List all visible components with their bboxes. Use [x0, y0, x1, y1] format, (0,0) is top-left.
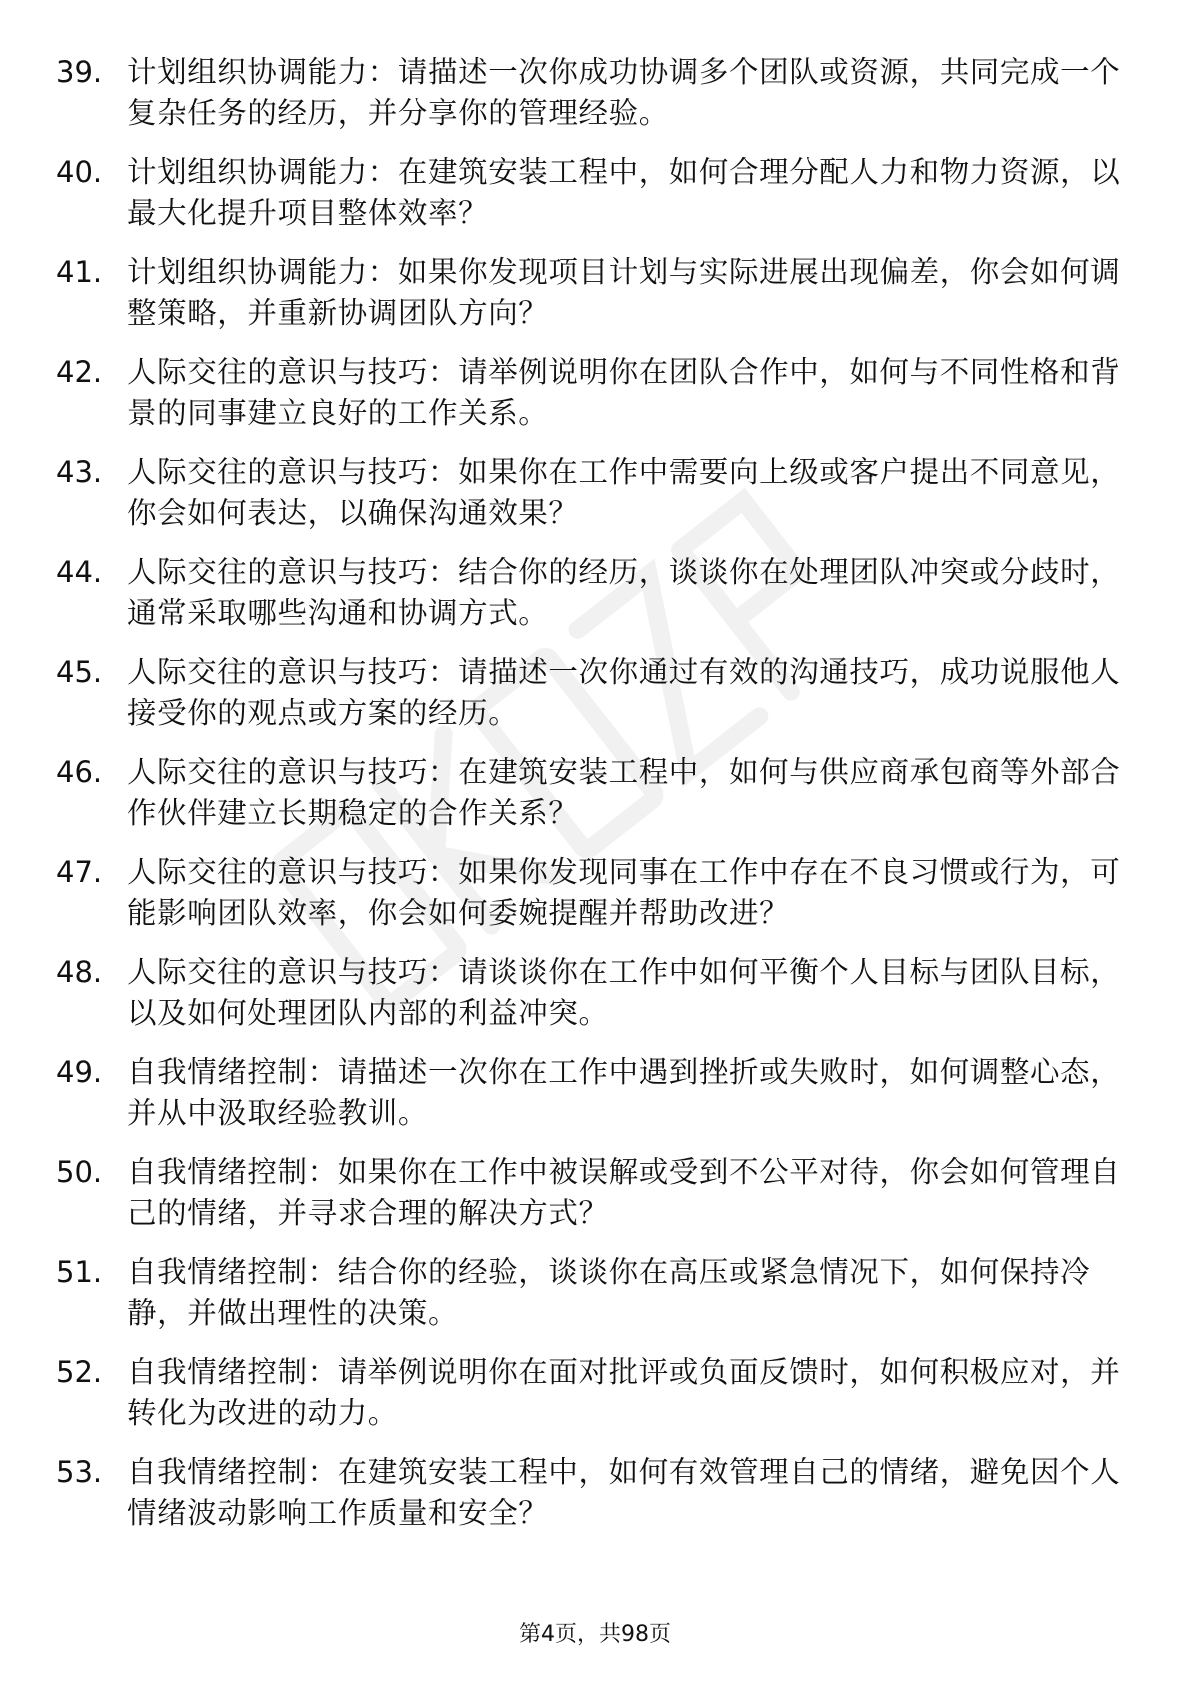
page-number-label: 第4页，共98页	[519, 1622, 671, 1647]
question-number: 43.	[56, 455, 103, 489]
question-item	[0, 752, 1190, 852]
page-footer	[0, 1620, 1190, 1650]
question-text: 自我情绪控制：如果你在工作中被误解或受到不公平对待，你会如何管理自己的情绪，并寻求合理的解决方式？	[127, 1155, 1121, 1230]
question-item	[0, 1052, 1190, 1152]
question-item	[0, 1252, 1190, 1352]
question-item	[0, 652, 1190, 752]
question-item	[0, 1352, 1190, 1452]
question-item	[0, 52, 1190, 152]
question-item	[0, 352, 1190, 452]
question-number: 49.	[56, 1055, 103, 1089]
question-number: 51.	[56, 1255, 103, 1289]
question-text: 计划组织协调能力：请描述一次你成功协调多个团队或资源，共同完成一个复杂任务的经历，并分享你的管理经验。	[127, 55, 1121, 130]
question-number: 41.	[56, 255, 103, 289]
question-number: 50.	[56, 1155, 103, 1189]
question-item	[0, 152, 1190, 252]
question-item	[0, 552, 1190, 652]
question-text: 人际交往的意识与技巧：请描述一次你通过有效的沟通技巧，成功说服他人接受你的观点或方案的经历。	[127, 655, 1121, 730]
question-text: 人际交往的意识与技巧：请举例说明你在团队合作中，如何与不同性格和背景的同事建立良好的工作关系。	[127, 355, 1121, 430]
question-item	[0, 1452, 1190, 1552]
question-number: 46.	[56, 755, 103, 789]
question-number: 42.	[56, 355, 103, 389]
question-number: 52.	[56, 1355, 103, 1389]
question-text: 自我情绪控制：在建筑安装工程中，如何有效管理自己的情绪，避免因个人情绪波动影响工作质量和安全？	[127, 1455, 1121, 1530]
question-number: 47.	[56, 855, 103, 889]
question-number: 48.	[56, 955, 103, 989]
question-text: 人际交往的意识与技巧：如果你在工作中需要向上级或客户提出不同意见，你会如何表达，以确保沟通效果？	[127, 455, 1121, 530]
question-list	[0, 52, 1190, 1552]
question-item	[0, 952, 1190, 1052]
question-text: 自我情绪控制：结合你的经验，谈谈你在高压或紧急情况下，如何保持冷静，并做出理性的决策。	[127, 1255, 1091, 1330]
question-text: 人际交往的意识与技巧：结合你的经历，谈谈你在处理团队冲突或分歧时，通常采取哪些沟通和协调方式。	[127, 555, 1121, 630]
question-number: 45.	[56, 655, 103, 689]
question-item	[0, 252, 1190, 352]
question-text: 人际交往的意识与技巧：如果你发现同事在工作中存在不良习惯或行为，可能影响团队效率，你会如何委婉提醒并帮助改进？	[127, 855, 1121, 930]
question-number: 53.	[56, 1455, 103, 1489]
question-text: 自我情绪控制：请描述一次你在工作中遇到挫折或失败时，如何调整心态，并从中汲取经验教训。	[127, 1055, 1121, 1130]
question-text: 自我情绪控制：请举例说明你在面对批评或负面反馈时，如何积极应对，并转化为改进的动力。	[127, 1355, 1121, 1430]
question-item	[0, 852, 1190, 952]
question-text: 计划组织协调能力：在建筑安装工程中，如何合理分配人力和物力资源，以最大化提升项目整体效率？	[127, 155, 1121, 230]
question-text: 人际交往的意识与技巧：请谈谈你在工作中如何平衡个人目标与团队目标，以及如何处理团队内部的利益冲突。	[127, 955, 1121, 1030]
question-item	[0, 452, 1190, 552]
question-number: 40.	[56, 155, 103, 189]
question-item	[0, 1152, 1190, 1252]
question-text: 人际交往的意识与技巧：在建筑安装工程中，如何与供应商承包商等外部合作伙伴建立长期稳定的合作关系？	[127, 755, 1121, 830]
question-text: 计划组织协调能力：如果你发现项目计划与实际进展出现偏差，你会如何调整策略，并重新协调团队方向？	[127, 255, 1121, 330]
question-number: 44.	[56, 555, 103, 589]
question-number: 39.	[56, 55, 103, 89]
